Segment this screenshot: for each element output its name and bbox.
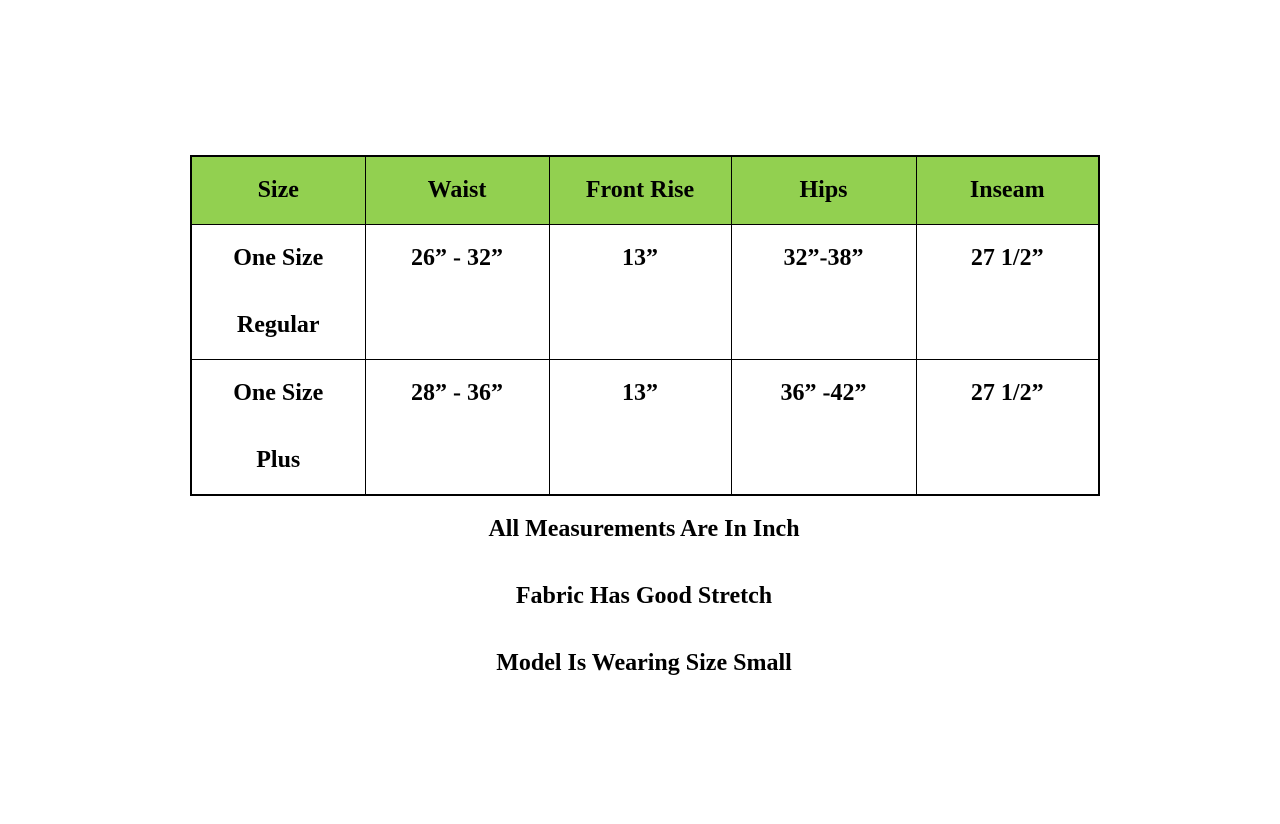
size-name-line2: Regular <box>236 312 320 338</box>
cell-waist: 26” - 32” <box>365 225 549 360</box>
cell-waist: 28” - 36” <box>365 360 549 496</box>
cell-inseam: 27 1/2” <box>916 225 1099 360</box>
size-name-line2: Plus <box>256 447 301 473</box>
note-model-size: Model Is Wearing Size Small <box>496 650 792 676</box>
header-row <box>191 156 1099 225</box>
column-header-front-rise: Front Rise <box>549 156 731 225</box>
note-measurement-unit: All Measurements Are In Inch <box>488 516 800 542</box>
column-header-size: Size <box>191 156 365 225</box>
column-header-waist: Waist <box>365 156 549 225</box>
column-header-hips: Hips <box>731 156 916 225</box>
size-name-line1: One Size <box>233 245 324 271</box>
notes-block <box>190 496 1098 697</box>
size-chart-table <box>190 155 1100 496</box>
cell-hips: 36” -42” <box>731 360 916 496</box>
note-fabric-stretch: Fabric Has Good Stretch <box>515 583 773 609</box>
cell-front-rise: 13” <box>549 225 731 360</box>
cell-size <box>191 225 365 360</box>
table-row-one-size-regular <box>191 225 1099 360</box>
cell-inseam: 27 1/2” <box>916 360 1099 496</box>
cell-front-rise: 13” <box>549 360 731 496</box>
cell-size <box>191 360 365 496</box>
size-name-line1: One Size <box>233 380 324 406</box>
column-header-inseam: Inseam <box>916 156 1099 225</box>
cell-hips: 32”-38” <box>731 225 916 360</box>
table-row-one-size-plus <box>191 360 1099 496</box>
